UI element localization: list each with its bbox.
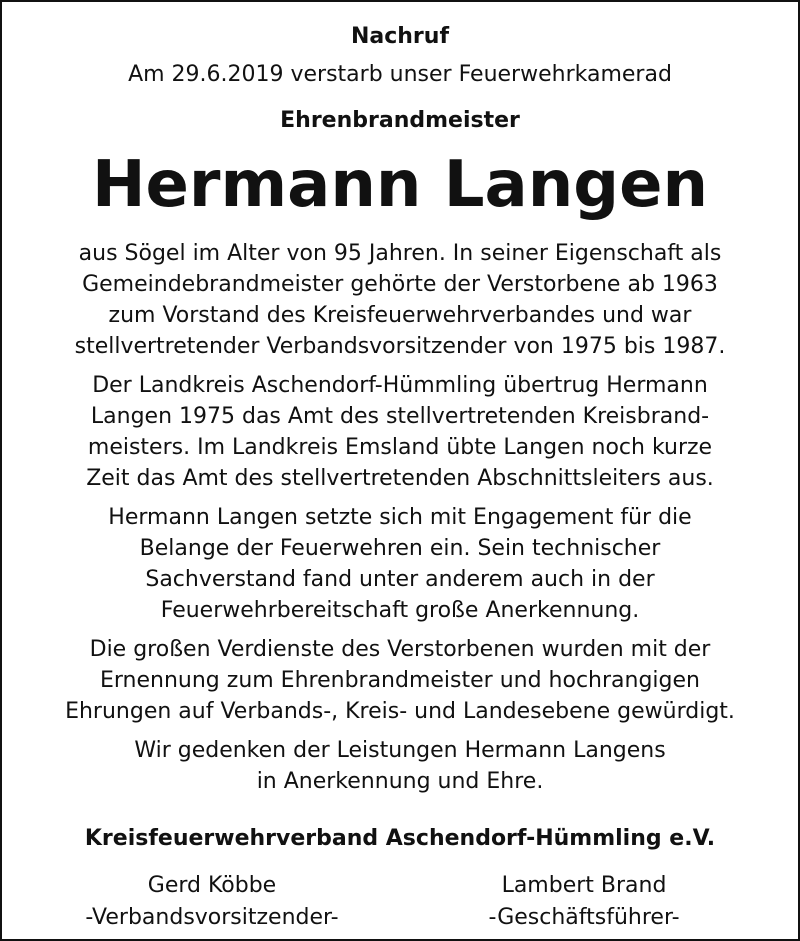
paragraph-district-role xyxy=(14,370,786,494)
deceased-name: Hermann Langen xyxy=(91,148,709,222)
text-line: aus Sögel im Alter von 95 Jahren. In seiner Eigenschaft als xyxy=(78,241,722,266)
text-line: Zeit das Amt des stellvertretenden Abschnittsleiters aus. xyxy=(86,466,714,491)
signatory-left xyxy=(62,870,362,934)
obituary-body xyxy=(14,238,786,805)
text-line: Ehrungen auf Verbands-, Kreis- und Landesebene gewürdigt. xyxy=(65,699,735,724)
text-line: Der Landkreis Aschendorf-Hümmling übertrug Hermann xyxy=(92,373,708,398)
signatory-role: -Geschäftsführer- xyxy=(488,905,680,930)
text-line: Gemeindebrandmeister gehörte der Verstorbene ab 1963 xyxy=(82,272,718,297)
text-line: meisters. Im Landkreis Emsland übte Langen noch kurze xyxy=(87,435,713,460)
text-line: Wir gedenken der Leistungen Hermann Langens xyxy=(134,738,666,763)
text-line: Langen 1975 das Amt des stellvertretenden Kreisbrand- xyxy=(90,404,710,429)
signatory-name: Gerd Köbbe xyxy=(147,873,277,898)
paragraph-remembrance xyxy=(14,735,786,797)
association-name: Kreisfeuerwehrverband Aschendorf-Hümmling e.V. xyxy=(84,826,716,851)
text-line: stellvertretender Verbandsvorsitzender von 1975 bis 1987. xyxy=(74,334,726,359)
text-line: Belange der Feuerwehren ein. Sein technischer xyxy=(139,536,661,561)
text-line: Ernennung zum Ehrenbrandmeister und hochrangigen xyxy=(100,668,700,693)
signatory-right xyxy=(434,870,734,934)
paragraph-biography xyxy=(14,238,786,362)
signatory-name: Lambert Brand xyxy=(501,873,667,898)
text-line: Hermann Langen setzte sich mit Engagement für die xyxy=(108,505,692,530)
text-line: Feuerwehrbereitschaft große Anerkennung. xyxy=(160,598,640,623)
text-line: Die großen Verdienste des Verstorbenen wurden mit der xyxy=(89,637,711,662)
intro-text: Am 29.6.2019 verstarb unser Feuerwehrkamerad xyxy=(128,62,672,87)
signatory-role: -Verbandsvorsitzender- xyxy=(85,905,339,930)
text-line: Sachverstand fand unter anderem auch in der xyxy=(145,567,655,592)
text-line: in Anerkennung und Ehre. xyxy=(256,769,544,794)
notice-heading: Nachruf xyxy=(350,24,450,49)
paragraph-honours xyxy=(14,634,786,727)
honorary-rank: Ehrenbrandmeister xyxy=(280,108,520,133)
text-line: zum Vorstand des Kreisfeuerwehrverbandes und war xyxy=(108,303,692,328)
paragraph-engagement xyxy=(14,502,786,626)
